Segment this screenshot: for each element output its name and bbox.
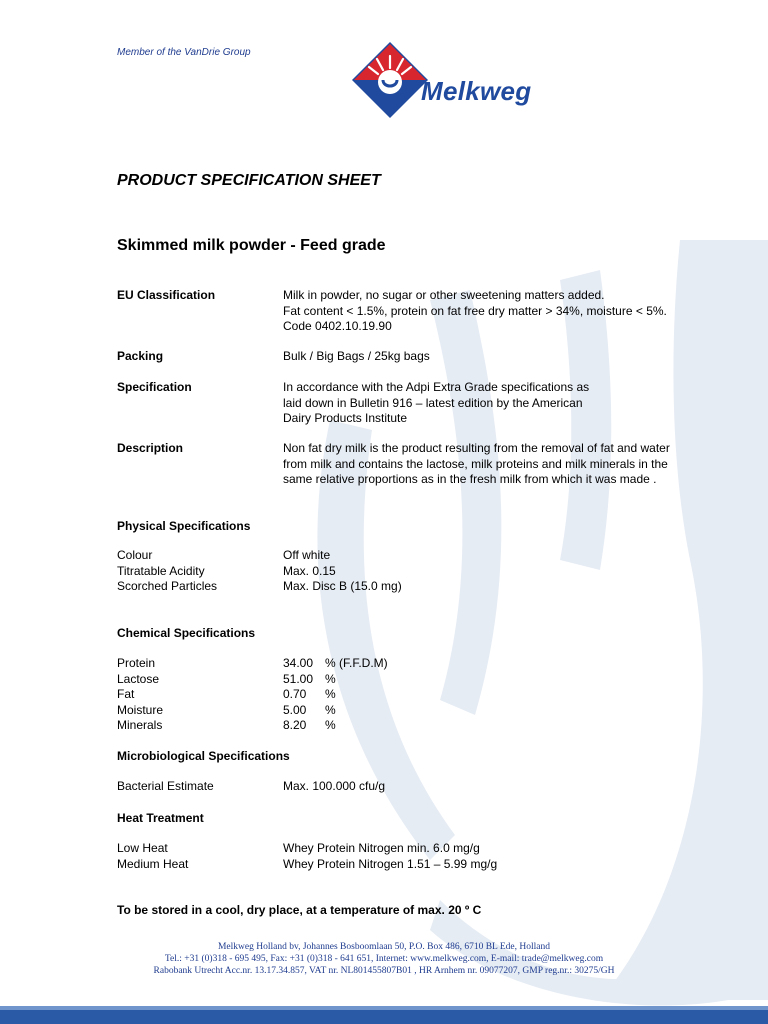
footer-registration-line: Rabobank Utrecht Acc.nr. 13.17.34.857, VAT nr. NL801455807B01 , HR Arnhem nr. 09077207, GMP reg.nr.: 30275/GH [153,966,615,976]
storage-note: To be stored in a cool, dry place, at a temperature of max. 20 º C [117,903,482,917]
row-name: Colour [117,548,153,562]
row-amount: 34.00 [283,656,314,670]
row-value: Whey Protein Nitrogen 1.51 – 5.99 mg/g [283,856,498,871]
row-name: Protein [117,656,156,670]
product-title: Skimmed milk powder - Feed grade [117,237,386,254]
footer-color-bar-highlight [0,1006,768,1010]
packing-value: Bulk / Big Bags / 25kg bags [283,349,430,363]
row-amount: 0.70 [283,687,307,701]
specification-value [283,380,703,427]
document-title: PRODUCT SPECIFICATION SHEET [117,172,381,189]
specification-line: Dairy Products Institute [283,411,408,425]
footer-address-line: Melkweg Holland bv, Johannes Bosboomlaan 50, P.O. Box 486, 6710 BL Ede, Holland [217,942,551,952]
physical-specifications-heading: Physical Specifications [117,519,251,533]
specification-label: Specification [117,380,192,394]
row-name: Medium Heat [117,856,189,871]
description-line: Non fat dry milk is the product resulting from the removal of fat and water [283,441,670,455]
footer-color-bar [0,1006,768,1024]
row-value: Max. 0.15 [283,563,336,578]
microbiological-specifications-heading: Microbiological Specifications [117,749,290,763]
row-amount: 51.00 [283,671,314,686]
specification-line: laid down in Bulletin 916 – latest edition by the American [283,395,583,410]
row-name: Titratable Acidity [117,563,205,578]
row-unit: % [325,718,336,732]
row-name: Fat [117,687,135,701]
row-amount: 5.00 [283,702,307,717]
packing-label: Packing [117,349,164,363]
row-name: Lactose [117,671,160,686]
description-label: Description [117,441,184,455]
brand-name: Melkweg [421,76,532,106]
row-value: Max. Disc B (15.0 mg) [283,579,402,593]
row-unit: % (F.F.D.M) [325,656,388,670]
row-name: Scorched Particles [117,579,218,593]
row-value: Max. 100.000 cfu/g [283,779,386,793]
row-name: Moisture [117,702,164,717]
row-unit: % [325,702,336,717]
row-value: Whey Protein Nitrogen min. 6.0 mg/g [283,841,480,855]
company-footer [0,941,768,977]
row-value: Off white [283,548,331,562]
description-line: same relative proportions as in the fresh milk from which it was made . [283,472,657,486]
row-name: Bacterial Estimate [117,779,214,793]
eu-classification-value [283,288,703,335]
heat-treatment-heading: Heat Treatment [117,811,204,825]
row-unit: % [325,687,336,701]
footer-contact-line: Tel.: +31 (0)318 - 695 495, Fax: +31 (0)318 - 641 651, Internet: www.melkweg.com, E-mail: trade@melkweg.com [164,954,604,964]
chemical-specifications-heading: Chemical Specifications [117,626,256,640]
specification-line: In accordance with the Adpi Extra Grade specifications as [283,380,590,394]
row-amount: 8.20 [283,718,307,732]
description-value [283,441,703,488]
eu-classification-line: Fat content < 1.5%, protein on fat free dry matter > 34%, moisture < 5%. [283,303,667,318]
row-name: Low Heat [117,841,168,855]
eu-classification-line: Code 0402.10.19.90 [283,319,392,333]
row-unit: % [325,671,336,686]
row-name: Minerals [117,718,163,732]
description-line: from milk and contains the lactose, milk proteins and milk minerals in the [283,456,668,471]
eu-classification-line: Milk in powder, no sugar or other sweetening matters added. [283,288,605,302]
member-of-group-text: Member of the VanDrie Group [117,47,251,58]
eu-classification-label: EU Classification [117,288,216,302]
